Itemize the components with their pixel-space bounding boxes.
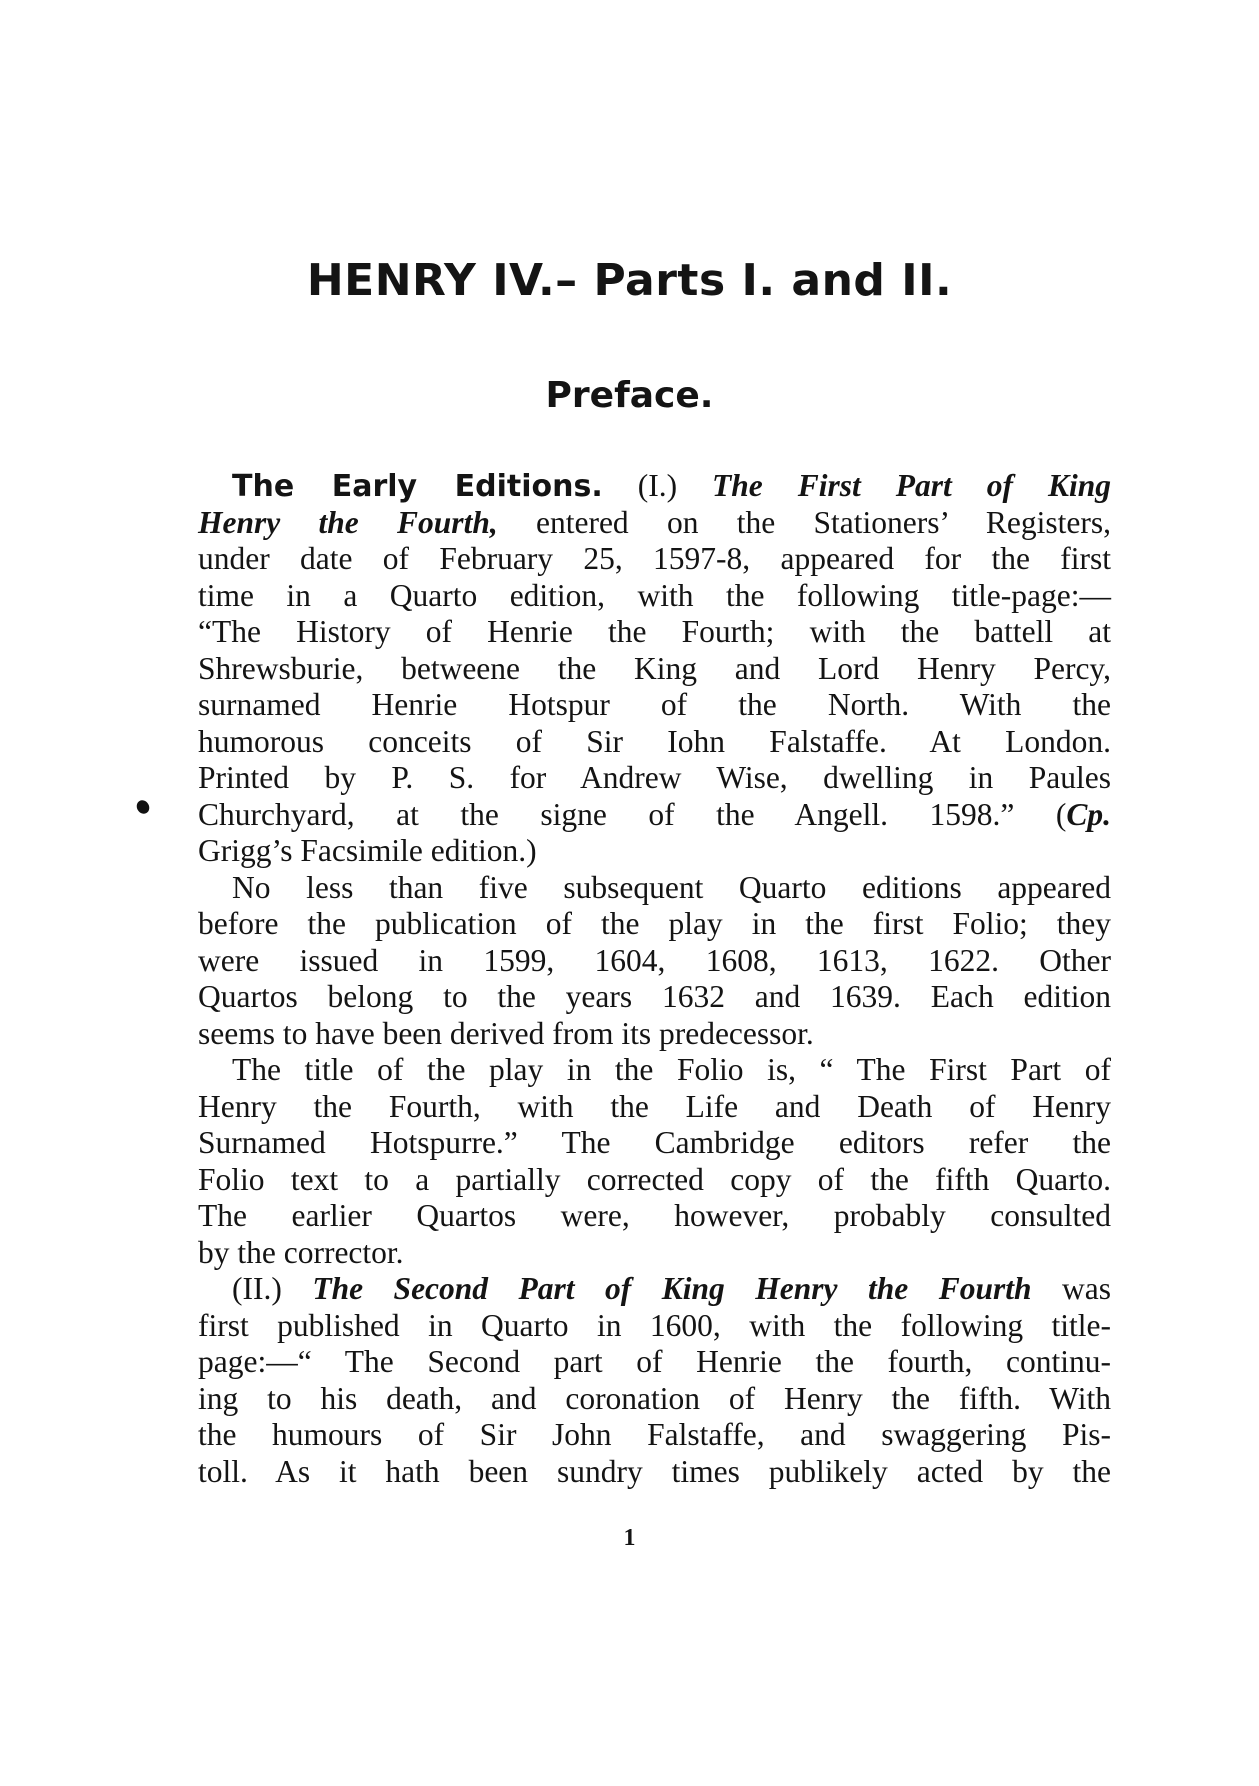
text-line bbox=[198, 797, 1111, 834]
text-run: Shrewsburie, betweene the King and Lord Henry Percy, bbox=[198, 650, 1111, 686]
text-run: (II.) bbox=[232, 1271, 313, 1306]
text-line bbox=[198, 1052, 1111, 1089]
text-run: Grigg’s Facsimile edition.) bbox=[198, 833, 537, 868]
text-run: Folio text to a partially corrected copy of the fifth Quarto. bbox=[198, 1161, 1111, 1197]
text-run: seems to have been derived from its predecessor. bbox=[198, 1015, 814, 1051]
text-line bbox=[198, 651, 1111, 688]
text-run: “The History of Henrie the Fourth; with the battell at bbox=[198, 614, 1111, 649]
text-line bbox=[198, 1308, 1111, 1345]
text-run: Printed by P. S. for Andrew Wise, dwelling in Paules bbox=[198, 760, 1111, 795]
text-run: (I.) bbox=[602, 468, 713, 503]
text-line bbox=[198, 870, 1111, 907]
text-line bbox=[198, 1381, 1111, 1418]
text-line bbox=[198, 541, 1111, 578]
text-line bbox=[198, 468, 1111, 505]
run-in-heading: The Early Editions. bbox=[232, 469, 603, 504]
text-line bbox=[198, 1016, 1111, 1053]
text-line bbox=[198, 578, 1111, 615]
text-line bbox=[198, 1125, 1111, 1162]
text-run: surnamed Henrie Hotspur of the North. With the bbox=[198, 687, 1111, 722]
text-run: the humours of Sir John Falstaffe, and swaggering Pis- bbox=[198, 1417, 1111, 1452]
italic-text: Henry the Fourth, bbox=[198, 504, 498, 540]
text-line bbox=[198, 1454, 1111, 1491]
text-line bbox=[198, 724, 1111, 761]
text-run: were issued in 1599, 1604, 1608, 1613, 1622. Other bbox=[198, 942, 1111, 978]
italic-text: The Second Part of King Henry the Fourth bbox=[312, 1271, 1032, 1306]
text-run: ing to his death, and coronation of Henry the fifth. With bbox=[198, 1380, 1111, 1416]
text-line bbox=[198, 943, 1111, 980]
text-line bbox=[198, 979, 1111, 1016]
text-line bbox=[198, 1235, 1111, 1272]
text-run: The title of the play in the Folio is, “ The First Part of bbox=[232, 1052, 1111, 1087]
text-line bbox=[198, 1198, 1111, 1235]
text-run: Churchyard, at the signe of the Angell. 1598.” ( bbox=[198, 796, 1067, 832]
text-run: toll. As it hath been sundry times publikely acted by the bbox=[198, 1453, 1111, 1489]
text-line bbox=[198, 760, 1111, 797]
text-line bbox=[198, 614, 1111, 651]
text-line bbox=[198, 906, 1111, 943]
text-line bbox=[198, 833, 1111, 870]
text-run: was bbox=[1031, 1271, 1111, 1306]
text-run: Quartos belong to the years 1632 and 1639. Each edition bbox=[198, 979, 1111, 1014]
text-run: by the corrector. bbox=[198, 1234, 404, 1270]
text-run: The earlier Quartos were, however, probably consulted bbox=[198, 1198, 1111, 1233]
ink-blot-mark bbox=[134, 798, 151, 816]
text-line bbox=[198, 1344, 1111, 1381]
text-line bbox=[198, 1162, 1111, 1199]
page-title: HENRY IV.– Parts I. and II. bbox=[306, 255, 953, 306]
text-line bbox=[198, 1417, 1111, 1454]
text-run: time in a Quarto edition, with the following title-page:— bbox=[198, 577, 1111, 613]
text-run: first published in Quarto in 1600, with the following title- bbox=[198, 1307, 1111, 1343]
text-run: Henry the Fourth, with the Life and Death of Henry bbox=[198, 1088, 1111, 1124]
text-run: humorous conceits of Sir Iohn Falstaffe. At London. bbox=[198, 723, 1111, 759]
text-line bbox=[198, 505, 1111, 542]
text-line bbox=[198, 1089, 1111, 1126]
text-run: before the publication of the play in the first Folio; they bbox=[198, 906, 1111, 941]
italic-text: The First Part of King bbox=[712, 468, 1111, 503]
text-line bbox=[198, 1271, 1111, 1308]
text-run: Surnamed Hotspurre.” The Cambridge editors refer the bbox=[198, 1125, 1111, 1160]
body-text bbox=[198, 468, 1111, 1490]
text-run: under date of February 25, 1597-8, appeared for the first bbox=[198, 541, 1111, 576]
page-number: 1 bbox=[623, 1525, 636, 1551]
section-heading: Preface. bbox=[545, 375, 714, 416]
italic-text: Cp. bbox=[1066, 796, 1111, 832]
text-run: entered on the Stationers’ Registers, bbox=[497, 504, 1111, 540]
text-line bbox=[198, 687, 1111, 724]
text-run: No less than five subsequent Quarto editions appeared bbox=[232, 869, 1111, 905]
text-run: page:—“ The Second part of Henrie the fourth, continu- bbox=[198, 1344, 1111, 1379]
